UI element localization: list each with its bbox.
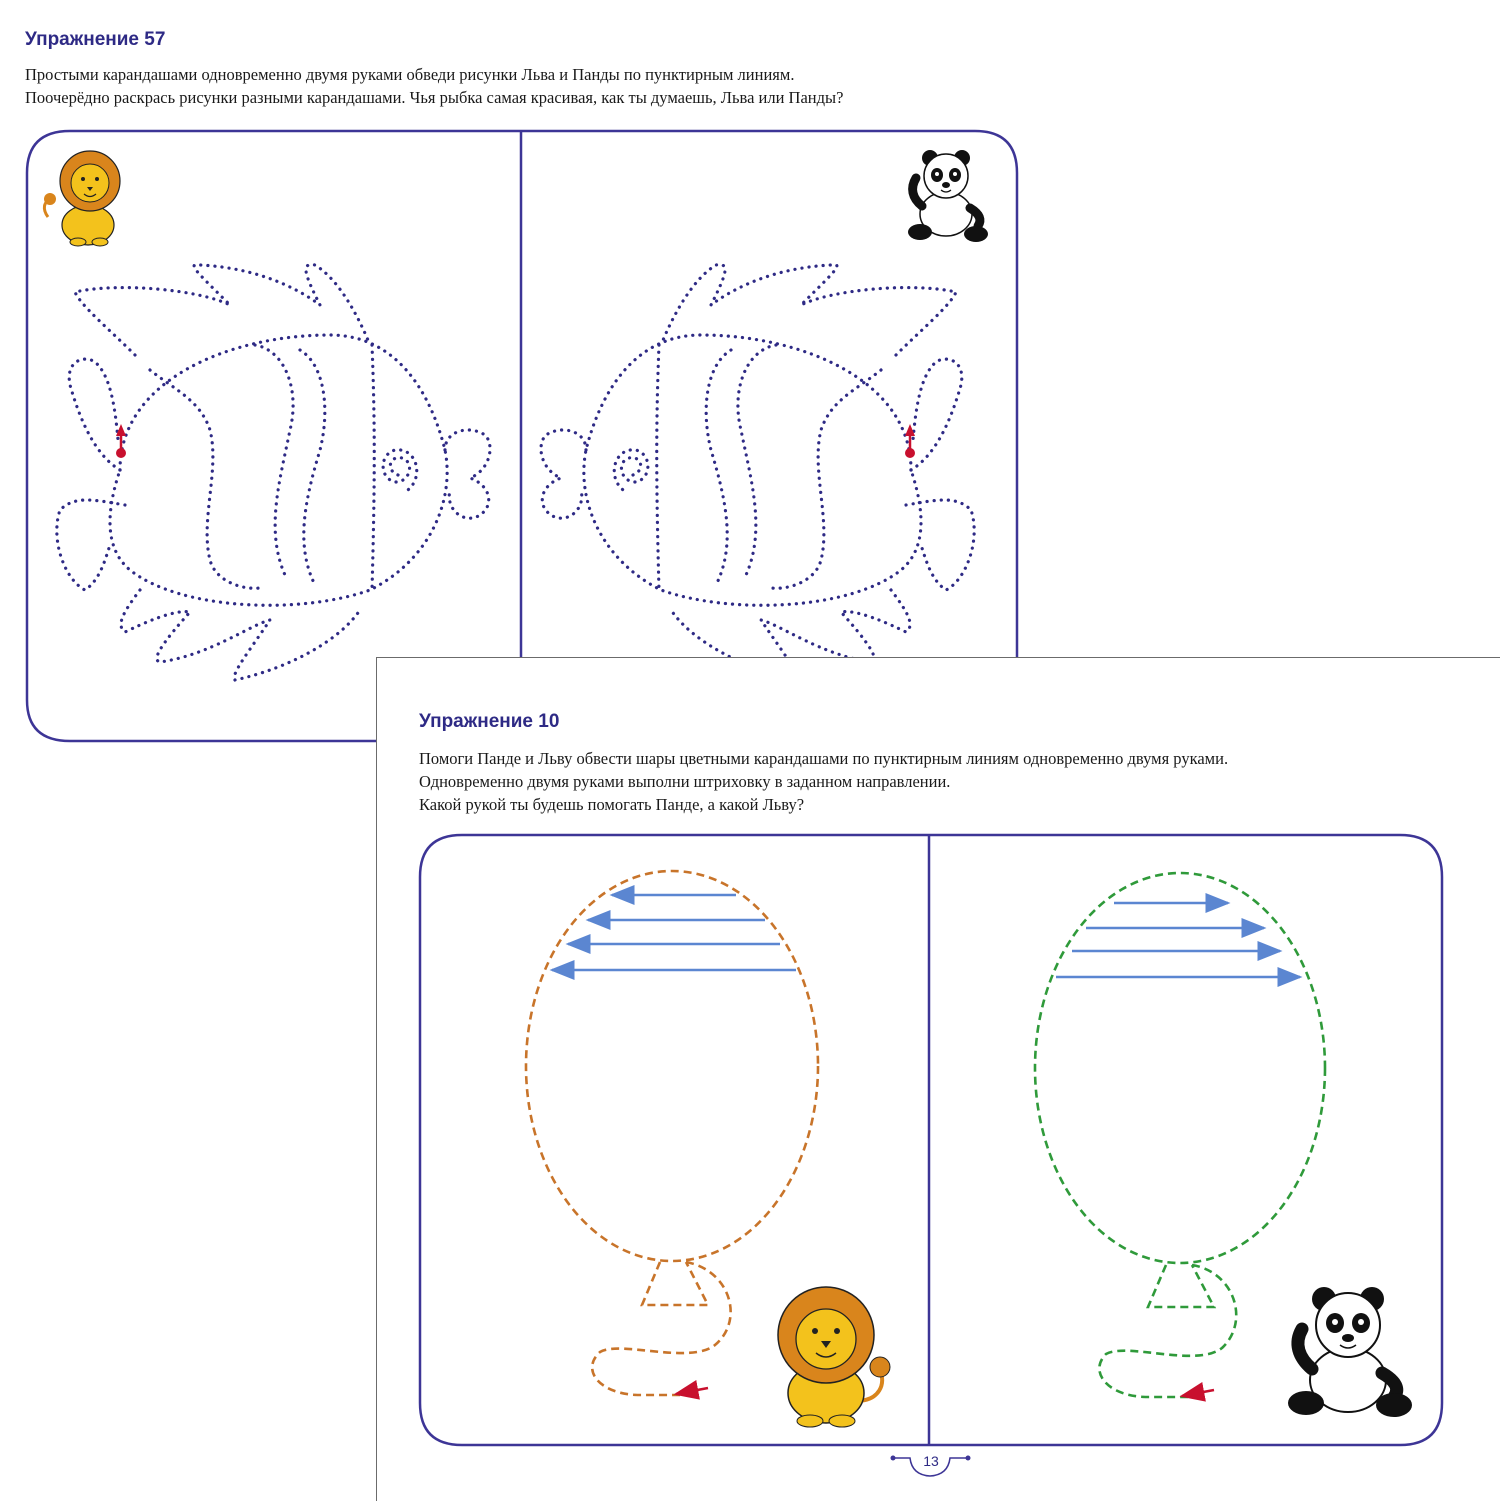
lion-icon [768,1283,903,1428]
start-arrow-icon [676,1388,708,1394]
exercise-57-title: Упражнение 57 [25,29,166,50]
page-number: 13 [923,1453,939,1469]
instruction-line: Помоги Панде и Льву обвести шары цветными карандашами по пунктирным линиям одновременно двумя руками. [419,749,1229,768]
instruction-line: Простыми карандашами одновременно двумя руками обведи рисунки Льва и Панды по пунктирным линиям. [25,65,795,84]
panda-icon [1276,1285,1416,1420]
start-arrow-icon [1182,1390,1214,1396]
hatch-arrows-left [552,895,796,970]
exercise-10-title: Упражнение 10 [419,711,560,732]
instruction-line: Поочерёдно раскрась рисунки разными карандашами. Чья рыбка самая красивая, как ты думаешь, Льва или Панды? [25,88,844,107]
instruction-line: Одновременно двумя руками выполни штриховку в заданном направлении. [419,772,951,791]
instruction-line: Какой рукой ты будешь помогать Панде, а какой Льву? [419,795,805,814]
